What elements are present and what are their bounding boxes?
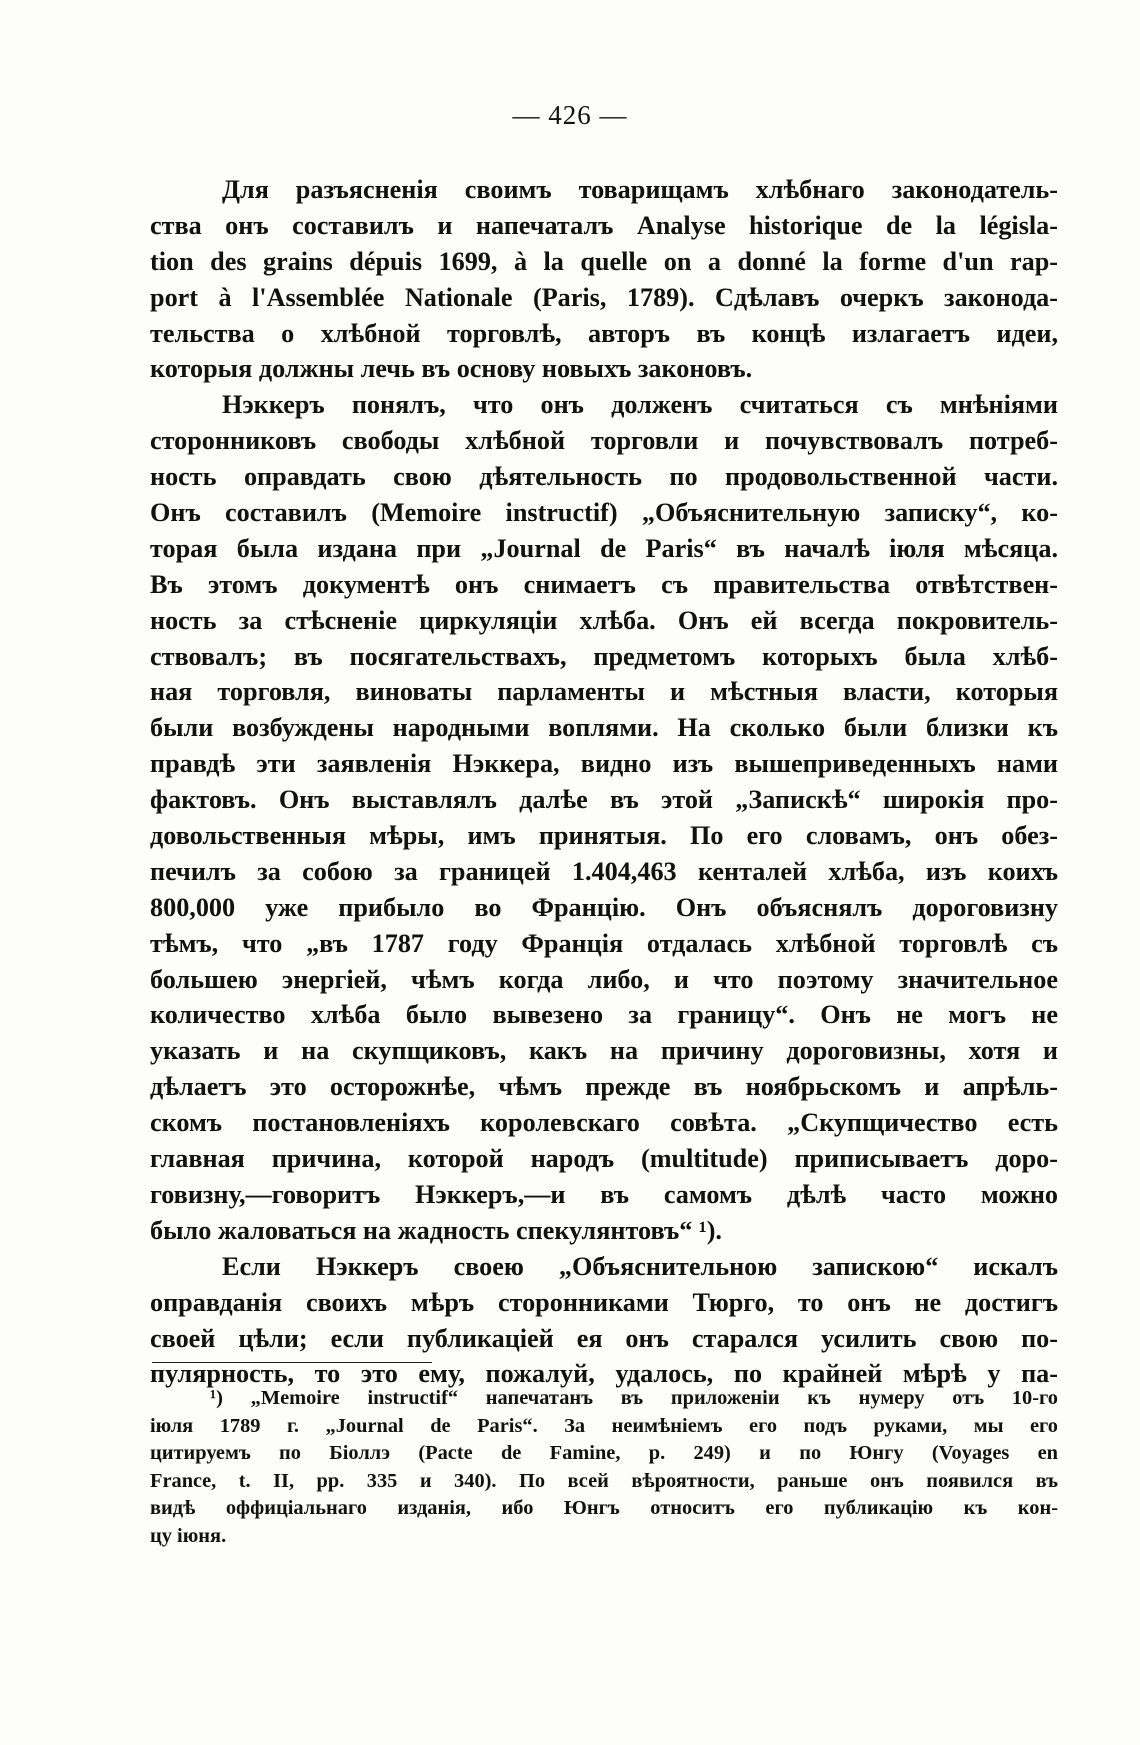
footnote-line: видѣ оффиціальнаго изданія, ибо Юнгъ относитъ его публикацію къ кон- xyxy=(150,1497,1058,1520)
text-line: Нэккеръ понялъ, что онъ долженъ считаться съ мнѣніями xyxy=(222,390,1058,420)
text-line: Для разъясненія своимъ товарищамъ хлѣбнаго законодатель- xyxy=(222,175,1058,204)
text-line: ность оправдать свою дѣятельность по продовольственной части. xyxy=(150,462,1058,492)
text-line: скомъ постановленіяхъ королевскаго совѣта. „Скупщичество есть xyxy=(150,1108,1058,1138)
footnote-separator xyxy=(152,1362,432,1363)
text-line: тѣмъ, что „въ 1787 году Франція отдалась хлѣбной торговлѣ съ xyxy=(150,928,1058,958)
text-line: было жаловаться на жадность спекулянтовъ“ ¹). xyxy=(150,1215,722,1245)
text-line: оправданія своихъ мѣръ сторонниками Тюрго, то онъ не достигъ xyxy=(150,1287,1058,1317)
text-line: дѣлаетъ это осторожнѣе, чѣмъ прежде въ ноябрьскомъ и апрѣль- xyxy=(150,1072,1058,1102)
page-number: — 426 — xyxy=(512,100,628,130)
text-line: большею энергіей, чѣмъ когда либо, и что поэтому значительное xyxy=(150,964,1058,994)
text-line: ства онъ составилъ и напечаталъ Analyse historique de la législa- xyxy=(150,210,1058,240)
text-line: которыя должны лечь въ основу новыхъ законовъ. xyxy=(150,354,753,384)
text-line: ная торговля, виноваты парламенты и мѣстныя власти, которыя xyxy=(150,677,1058,707)
text-line: port à l'Assemblée Nationale (Paris, 1789). Сдѣлавъ очеркъ законода- xyxy=(150,282,1058,312)
text-line: ствовалъ; въ посягательствахъ, предметомъ которыхъ была хлѣб- xyxy=(150,641,1058,671)
text-line: своей цѣли; если публикаціей ея онъ старался усилить свою по- xyxy=(150,1323,1058,1353)
footnote-line: цитируемъ по Біоллэ (Pacte de Famine, p. 249) и по Юнгу (Voyages en xyxy=(150,1442,1058,1465)
footnote-line: іюля 1789 г. „Journal de Paris“. За неимѣніемъ его подъ руками, мы его xyxy=(150,1414,1058,1437)
text-line: ность за стѣсненіе циркуляціи хлѣба. Онъ ей всегда покровитель- xyxy=(150,605,1058,635)
text-line: довольственныя мѣры, имъ принятыя. По его словамъ, онъ обез- xyxy=(150,821,1058,851)
footnote xyxy=(150,1385,1058,1551)
text-line: тельства о хлѣбной торговлѣ, авторъ въ концѣ излагаетъ идеи, xyxy=(150,318,1058,348)
text-line: указать и на скупщиковъ, какъ на причину дороговизны, хотя и xyxy=(150,1036,1058,1066)
text-line: были возбуждены народными воплями. На сколько были близки къ xyxy=(150,713,1058,743)
text-line: Онъ составилъ (Memoire instructif) „Объяснительную записку“, ко- xyxy=(150,498,1058,528)
text-line: количество хлѣба было вывезено за границу“. Онъ не могъ не xyxy=(150,1000,1058,1030)
text-line: 800,000 уже прибыло во Францію. Онъ объяснялъ дороговизну xyxy=(150,892,1058,922)
text-line: tion des grains dépuis 1699, à la quelle on a donné la forme d'un rap- xyxy=(150,246,1058,276)
footnote-line: France, t. II, pp. 335 и 340). По всей вѣроятности, раньше онъ появился въ xyxy=(150,1469,1058,1492)
text-line: печилъ за собою за границей 1.404,463 кенталей хлѣба, изъ коихъ xyxy=(150,856,1058,886)
text-line: Если Нэккеръ своею „Объяснительною запискою“ искалъ xyxy=(222,1251,1058,1281)
text-line: пулярность, то это ему, пожалуй, удалось, по крайней мѣрѣ у па- xyxy=(150,1359,1058,1389)
text-line: Въ этомъ документѣ онъ снимаетъ съ правительства отвѣтствен- xyxy=(150,569,1058,599)
text-line: сторонниковъ свободы хлѣбной торговли и почувствовалъ потреб- xyxy=(150,426,1058,456)
text-line: говизну,—говоритъ Нэккеръ,—и въ самомъ дѣлѣ часто можно xyxy=(150,1179,1058,1209)
text-line: фактовъ. Онъ выставлялъ далѣе въ этой „Запискѣ“ широкія про- xyxy=(150,785,1058,815)
text-line: главная причина, которой народъ (multitude) приписываетъ доро- xyxy=(150,1144,1058,1174)
text-line: торая была издана при „Journal de Paris“ въ началѣ іюля мѣсяца. xyxy=(150,533,1058,563)
text-line: правдѣ эти заявленія Нэккера, видно изъ вышеприведенныхъ нами xyxy=(150,749,1058,779)
footnote-line: ¹) „Memoire instructif“ напечатанъ въ приложеніи къ нумеру отъ 10-го xyxy=(210,1387,1058,1409)
footnote-line: цу іюня. xyxy=(150,1524,227,1547)
main-text xyxy=(150,172,1058,1392)
